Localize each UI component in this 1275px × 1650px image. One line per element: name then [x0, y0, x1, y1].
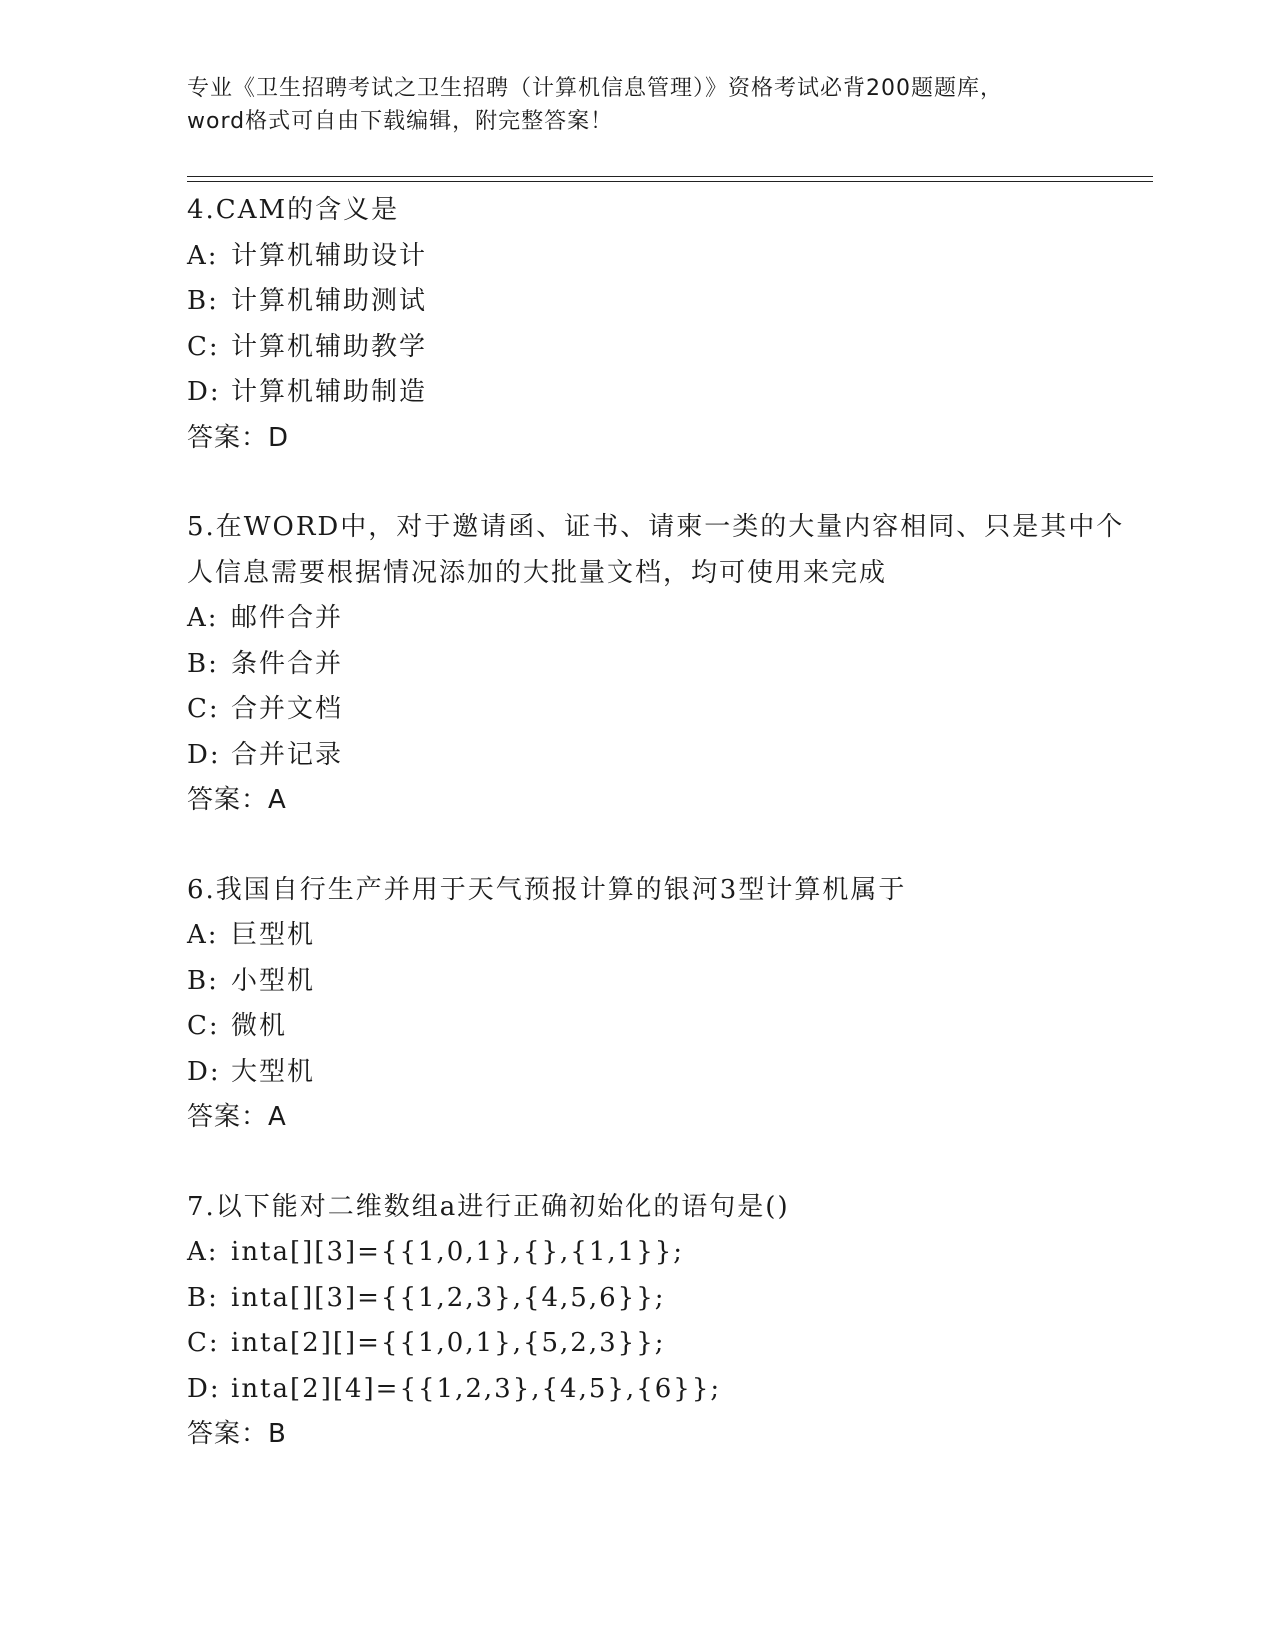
option-text: 计算机辅助测试: [231, 286, 428, 316]
option-letter: D:: [187, 1373, 221, 1404]
question-list: [187, 188, 1147, 1502]
option-text: 邮件合并: [231, 603, 344, 633]
answer-line: 答案：A: [187, 1102, 287, 1132]
option-letter: C:: [187, 331, 220, 362]
question-block: [187, 505, 1147, 824]
option-c: [187, 1321, 1147, 1367]
option-text: 计算机辅助制造: [231, 377, 428, 407]
option-a: [187, 1230, 1147, 1276]
option-d: [187, 370, 1147, 416]
option-letter: B:: [187, 965, 219, 996]
option-text: 巨型机: [231, 920, 316, 950]
option-a: [187, 234, 1147, 280]
question-text: 4.CAM的含义是: [187, 195, 400, 225]
question-block: [187, 868, 1147, 1141]
header-line-1: 专业《卫生招聘考试之卫生招聘（计算机信息管理）》资格考试必背200题题库，: [187, 76, 1003, 101]
option-text: 条件合并: [231, 648, 344, 679]
option-c: [187, 687, 1147, 733]
option-text: inta[][3]={{1,0,1},{},{1,1}};: [231, 1237, 685, 1267]
option-letter: B:: [187, 1282, 219, 1313]
option-text: inta[][3]={{1,2,3},{4,5,6}};: [231, 1282, 666, 1313]
answer-line: 答案：B: [187, 1419, 287, 1449]
option-text: 合并文档: [231, 694, 344, 724]
option-text: 合并记录: [231, 739, 344, 770]
answer-line: 答案：A: [187, 785, 287, 815]
option-letter: C:: [187, 1011, 220, 1041]
option-text: 小型机: [231, 965, 316, 996]
option-letter: A:: [187, 1237, 219, 1267]
question-block: [187, 188, 1147, 461]
option-text: 计算机辅助教学: [231, 331, 428, 362]
option-b: [187, 1276, 1147, 1322]
option-text: inta[2][4]={{1,2,3},{4,5},{6}};: [231, 1373, 722, 1404]
header-divider-bottom: [187, 181, 1153, 182]
option-letter: C:: [187, 694, 220, 724]
option-text: inta[2][]={{1,0,1},{5,2,3}};: [231, 1328, 666, 1358]
option-text: 大型机: [231, 1056, 316, 1087]
option-text: 微机: [231, 1011, 288, 1041]
option-text: 计算机辅助设计: [231, 240, 428, 271]
option-letter: B:: [187, 286, 219, 316]
option-b: [187, 642, 1147, 688]
header-divider-top: [187, 176, 1153, 177]
question-text: 7.以下能对二维数组a进行正确初始化的语句是(): [187, 1191, 790, 1222]
option-d: [187, 733, 1147, 779]
option-a: [187, 913, 1147, 959]
option-letter: D:: [187, 739, 221, 770]
option-letter: D:: [187, 1056, 221, 1087]
option-a: [187, 596, 1147, 642]
option-letter: B:: [187, 648, 219, 679]
option-letter: A:: [187, 240, 219, 271]
option-c: [187, 1004, 1147, 1050]
option-b: [187, 959, 1147, 1005]
option-letter: A:: [187, 603, 219, 633]
option-d: [187, 1367, 1147, 1413]
option-letter: C:: [187, 1328, 220, 1358]
document-header: [187, 72, 1087, 138]
header-line-2: word格式可自由下载编辑，附完整答案！: [187, 109, 614, 134]
question-text: 5.在WORD中，对于邀请函、证书、请柬一类的大量内容相同、只是其中个人信息需要根据情况添加的大批量文档，均可使用来完成: [187, 512, 1125, 588]
option-c: [187, 325, 1147, 371]
option-b: [187, 279, 1147, 325]
answer-line: 答案：D: [187, 422, 290, 453]
option-d: [187, 1050, 1147, 1096]
question-block: [187, 1185, 1147, 1458]
option-letter: A:: [187, 920, 219, 950]
option-letter: D:: [187, 377, 221, 407]
question-text: 6.我国自行生产并用于天气预报计算的银河3型计算机属于: [187, 874, 907, 905]
